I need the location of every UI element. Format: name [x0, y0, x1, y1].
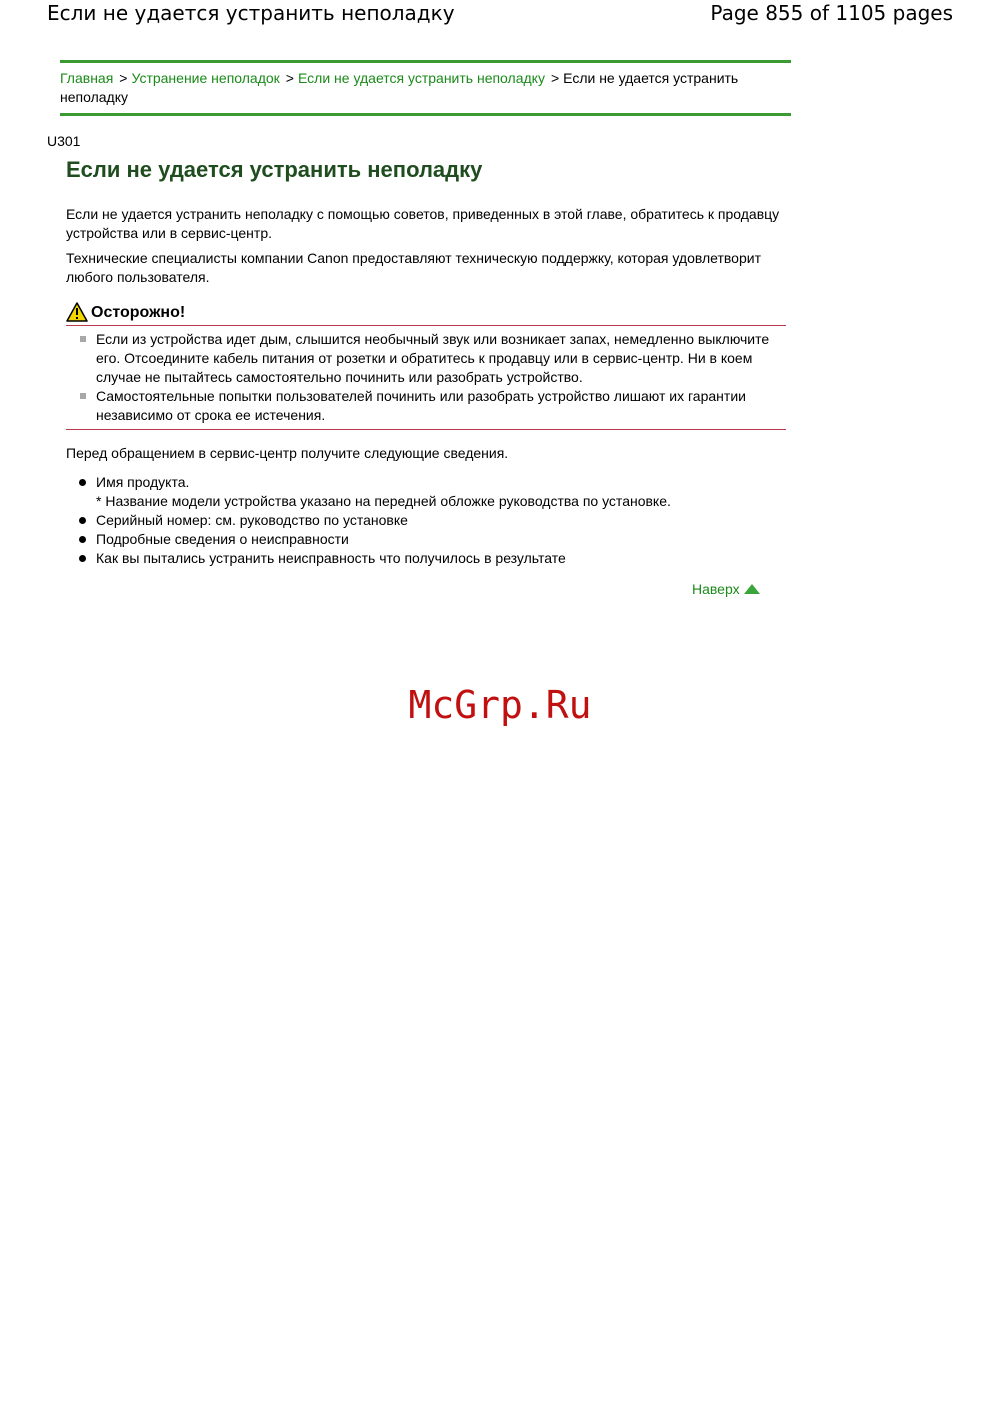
info-item: Как вы пытались устранить неисправность что получилось в результате	[66, 549, 786, 568]
caution-section	[66, 301, 786, 430]
back-to-top-link[interactable]	[692, 581, 761, 597]
watermark: McGrp.Ru	[408, 683, 592, 727]
page-title: Если не удается устранить неполадку	[66, 157, 483, 182]
warning-triangle-icon	[66, 302, 88, 322]
breadcrumb-separator: >	[119, 70, 128, 86]
breadcrumb	[60, 60, 791, 116]
page-counter: Page 855 of 1105 pages	[710, 1, 953, 25]
before-contact-text: Перед обращением в сервис-центр получите следующие сведения.	[66, 445, 509, 461]
intro-paragraph: Если не удается устранить неполадку с помощью советов, приведенных в этой главе, обратитесь к продавцу устройства или в сервис-центр.	[66, 206, 780, 241]
main-content	[66, 205, 786, 568]
breadcrumb-link-troubleshooting[interactable]: Устранение неполадок	[131, 70, 280, 86]
page-header	[0, 0, 1000, 30]
back-to-top-label: Наверх	[692, 581, 740, 597]
info-item-note: * Название модели устройства указано на передней обложке руководства по установке.	[96, 493, 671, 509]
info-item: Серийный номер: см. руководство по установке	[66, 511, 786, 530]
breadcrumb-link-home[interactable]: Главная	[60, 70, 114, 86]
info-item	[66, 473, 786, 511]
intro-paragraph: Технические специалисты компании Canon предоставляют техническую поддержку, которая удовлетворит любого пользователя.	[66, 250, 761, 285]
up-arrow-icon	[743, 583, 761, 595]
breadcrumb-current: Если не удается устранить неполадку	[60, 70, 739, 105]
caution-heading-label: Осторожно!	[91, 303, 186, 321]
breadcrumb-link-cannot-resolve[interactable]: Если не удается устранить неполадку	[297, 70, 545, 86]
info-item: Подробные сведения о неисправности	[66, 530, 786, 549]
topic-id: U301	[47, 133, 81, 149]
breadcrumb-separator: >	[550, 70, 560, 86]
caution-box	[66, 325, 786, 430]
caution-list	[66, 330, 786, 425]
document-title: Если не удается устранить неполадку	[47, 1, 455, 25]
breadcrumb-separator: >	[285, 70, 294, 86]
info-list	[66, 473, 786, 568]
caution-item: Самостоятельные попытки пользователей починить или разобрать устройство лишают их гарантии независимо от срока ее истечения.	[66, 387, 786, 425]
info-item-text: Имя продукта.	[96, 474, 190, 490]
caution-item: Если из устройства идет дым, слышится необычный звук или возникает запах, немедленно выключите его. Отсоедините кабель питания от розетки и обратитесь к продавцу или в сервис-центр. Ни в коем случае не пытайтесь самостоятельно починить или разобрать устройство.	[66, 330, 786, 387]
caution-heading	[66, 301, 786, 323]
